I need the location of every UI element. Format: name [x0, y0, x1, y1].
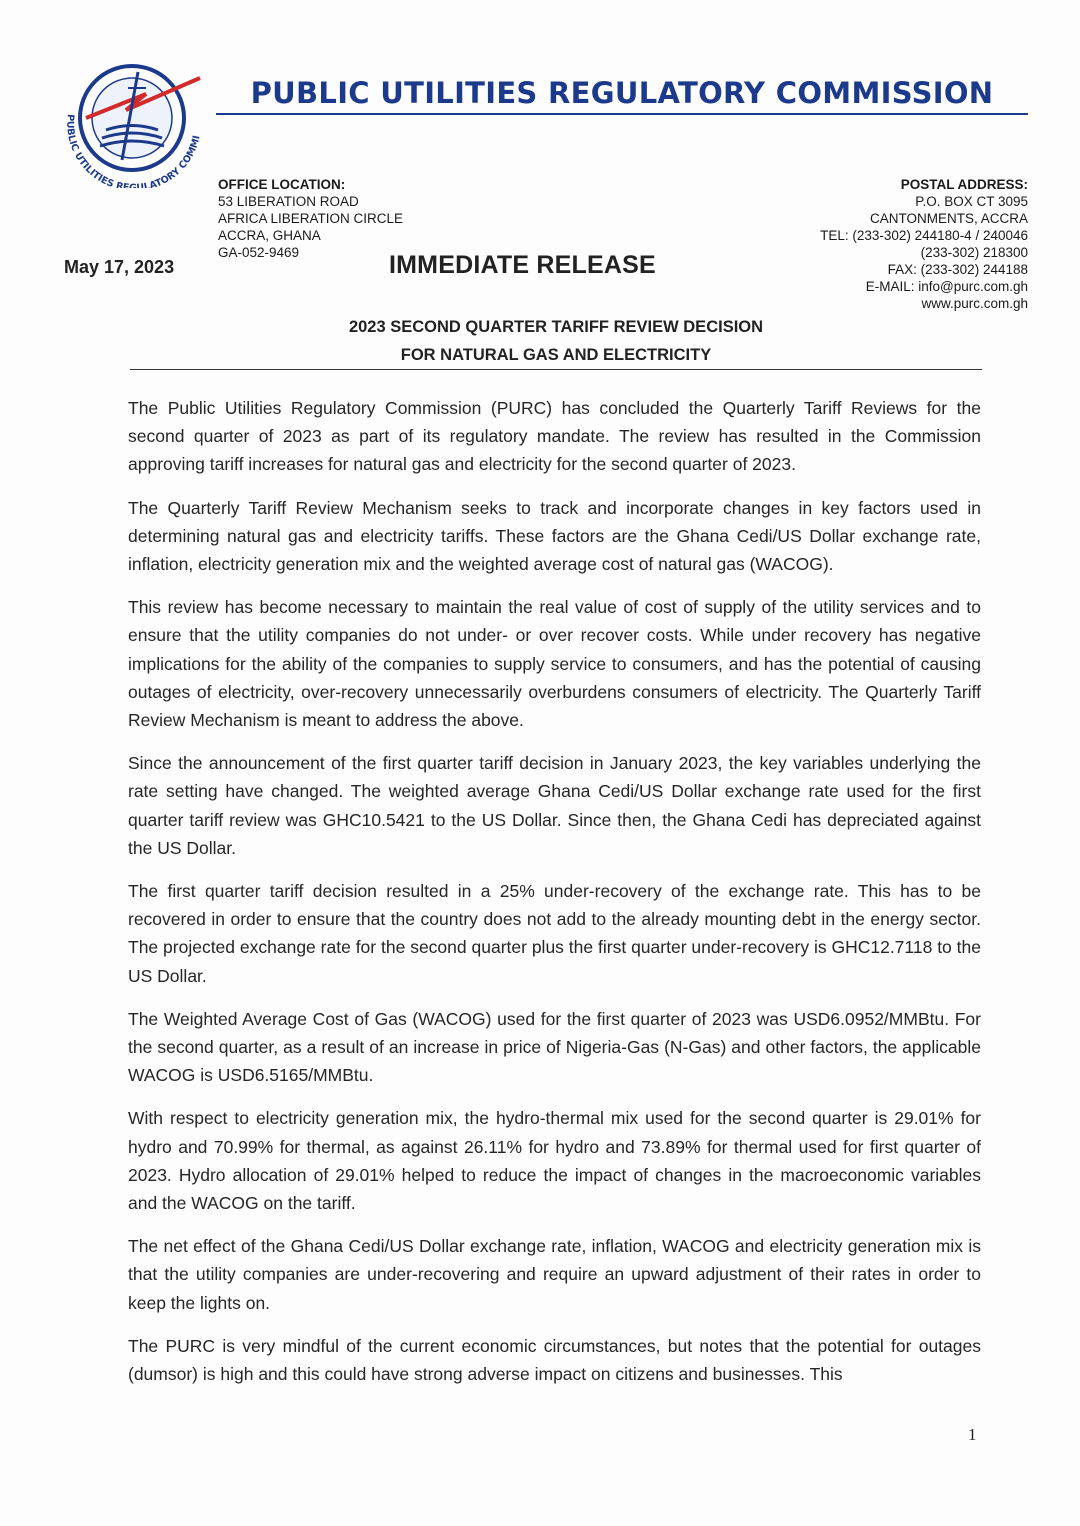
paragraph: Since the announcement of the first quarter tariff decision in January 2023, the key variables underlying the rate setting have changed. The weighted average Ghana Cedi/US Dollar exchange rate used for the first quarter tariff review was GHC10.5421 to the US Dollar. Since then, the Ghana Cedi has depreciated against the US Dollar.: [128, 753, 981, 858]
title-underline: [216, 113, 1028, 115]
organization-title: PUBLIC UTILITIES REGULATORY COMMISSION: [250, 76, 994, 110]
postal-line: CANTONMENTS, ACCRA: [869, 211, 1028, 226]
fax-line: FAX: (233-302) 244188: [887, 262, 1028, 277]
page-number: 1: [968, 1425, 977, 1444]
body-text: [128, 394, 981, 1403]
office-line: AFRICA LIBERATION CIRCLE: [218, 211, 404, 226]
postal-address-heading: POSTAL ADDRESS:: [900, 177, 1028, 192]
paragraph: The Public Utilities Regulatory Commission (PURC) has concluded the Quarterly Tariff Reviews for the second quarter of 2023 as part of its regulatory mandate. The review has resulted in the Commission approving tariff increases for natural gas and electricity for the second quarter of 2023.: [128, 398, 981, 475]
paragraph: The Quarterly Tariff Review Mechanism seeks to track and incorporate changes in key factors used in determining natural gas and electricity tariffs. These factors are the Ghana Cedi/US Dollar exchange rate, inflation, electricity generation mix and the weighted average cost of natural gas (WACOG).: [128, 497, 981, 575]
release-label: IMMEDIATE RELEASE: [389, 251, 656, 279]
logo-ring-text: PUBLIC UTILITIES RE ULATORY COMMI: [64, 113, 203, 188]
telephone-line: (233-302) 218300: [920, 245, 1028, 260]
office-line: ACCRA, GHANA: [218, 228, 321, 243]
office-line: 53 LIBERATION ROAD: [218, 194, 359, 209]
office-location-heading: OFFICE LOCATION:: [218, 177, 346, 192]
release-date: May 17, 2023: [64, 257, 175, 277]
subject-line-1: 2023 SECOND QUARTER TARIFF REVIEW DECISION: [348, 318, 764, 336]
paragraph: The net effect of the Ghana Cedi/US Dollar exchange rate, inflation, WACOG and electricity generation mix is that the utility companies are under-recovering and require an upward adjustment of their rates in order to keep the lights on.: [128, 1236, 981, 1313]
postal-address-block: [820, 176, 1028, 312]
paragraph: The PURC is very mindful of the current economic circumstances, but notes that the potential for outages (dumsor) is high and this could have strong adverse impact on citizens and businesses. This: [128, 1335, 981, 1385]
website-line: www.purc.com.gh: [921, 296, 1028, 311]
telephone-line: TEL: (233-302) 244180-4 / 240046: [820, 228, 1028, 243]
subject-divider: [130, 369, 982, 370]
paragraph: The first quarter tariff decision resulted in a 25% under-recovery of the exchange rate. This has to be recovered in order to ensure that the country does not add to the already mounting debt in the energy sector. The projected exchange rate for the second quarter plus the first quarter under-recovery is GHC12.7118 to the US Dollar.: [128, 881, 981, 986]
office-location-block: [218, 176, 403, 261]
purc-logo: [50, 48, 210, 188]
email-line: E-MAIL: info@purc.com.gh: [865, 279, 1028, 294]
subject-heading: [130, 313, 982, 369]
office-line: GA-052-9469: [218, 245, 300, 260]
paragraph: This review has become necessary to maintain the real value of cost of supply of the utility services and to ensure that the utility companies do not under- or over recover costs. While under recovery has negative implications for the ability of the companies to supply service to consumers, and has the potential of causing outages of electricity, over-recovery unnecessarily overburdens consumers of electricity. The Quarterly Tariff Review Mechanism is meant to address the above.: [128, 597, 981, 731]
paragraph: The Weighted Average Cost of Gas (WACOG) used for the first quarter of 2023 was USD6.0952/MMBtu. For the second quarter, as a result of an increase in price of Nigeria-Gas (N-Gas) and other factors, the applicable WACOG is USD6.5165/MMBtu.: [128, 1008, 981, 1086]
paragraph: With respect to electricity generation mix, the hydro-thermal mix used for the second quarter is 29.01% for hydro and 70.99% for thermal, as against 26.11% for hydro and 73.89% for thermal used for first quarter of 2023. Hydro allocation of 29.01% helped to reduce the impact of changes in the macroeconomic variables and the WACOG on the tariff.: [128, 1108, 981, 1214]
postal-line: P.O. BOX CT 3095: [915, 194, 1028, 209]
subject-line-2: FOR NATURAL GAS AND ELECTRICITY: [400, 346, 712, 364]
